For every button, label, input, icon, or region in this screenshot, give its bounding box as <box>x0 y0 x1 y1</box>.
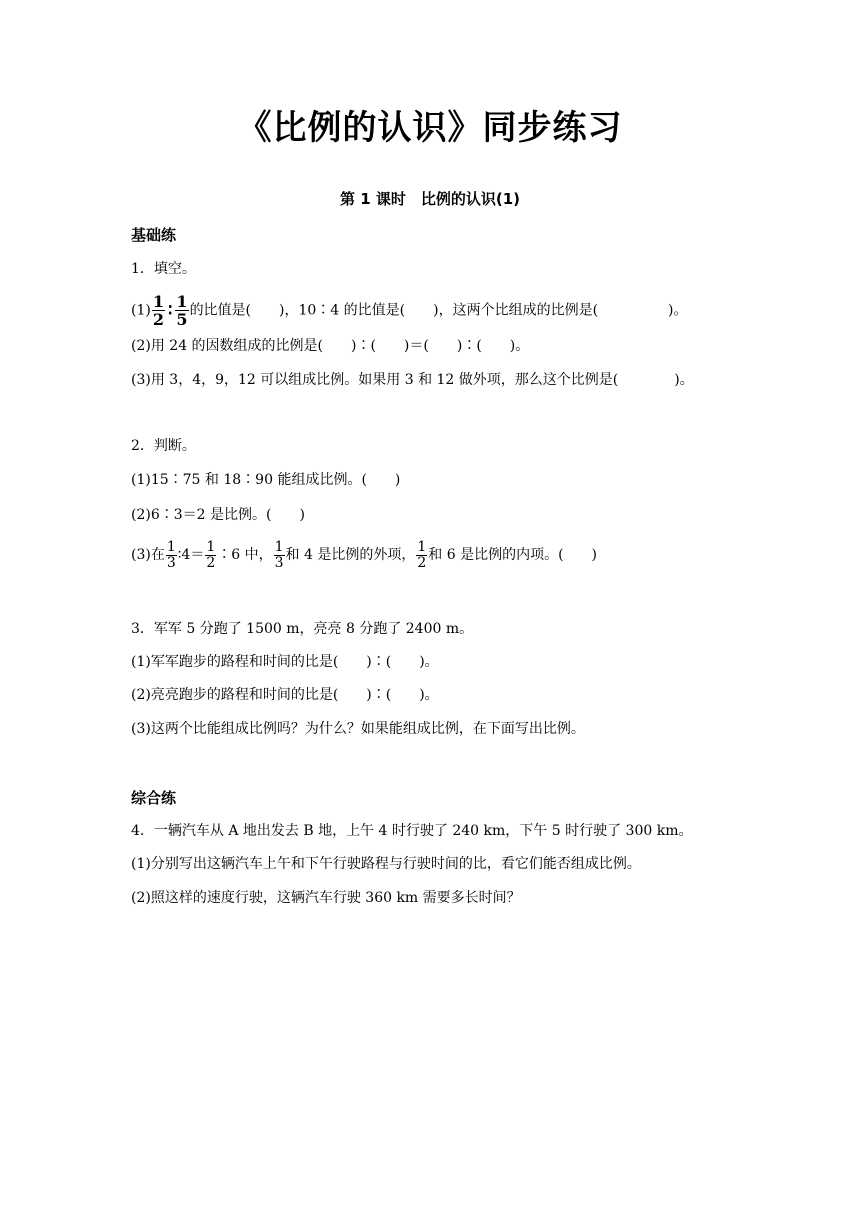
q4-item2: (2)照这样的速度行驶，这辆汽车行驶 360 km 需要多长时间？ <box>131 890 521 906</box>
q2-item3-text1: ∶4＝ <box>177 547 205 563</box>
fraction-half <box>416 540 427 571</box>
frac-den: 2 <box>417 554 427 571</box>
q1-item1-text: 的比值是( )，10∶4 的比值是( )，这两个比组成的比例是( )。 <box>189 302 688 319</box>
q2-heading: 2．判断。 <box>131 438 196 454</box>
q3-item2: (2)亮亮跑步的路程和时间的比是( )∶( )。 <box>131 687 439 703</box>
fraction-half <box>205 540 216 571</box>
q4-heading: 4．一辆汽车从 A 地出发去 B 地，上午 4 时行驶了 240 km，下午 5 时行驶了 300 km。 <box>131 823 693 839</box>
q2-item3-text4: 和 6 是比例的内项。( ) <box>428 547 597 563</box>
frac-den: 3 <box>274 554 284 571</box>
frac-num: 1 <box>206 538 216 555</box>
frac-num: 1 <box>274 538 284 555</box>
frac-den: 5 <box>176 310 188 329</box>
fraction-fifth <box>175 293 188 328</box>
page-title: 《比例的认识》同步练习 <box>237 108 623 148</box>
q2-item3-prefix: (3)在 <box>131 547 165 563</box>
q1-item2: (2)用 24 的因数组成的比例是( )∶( )＝( )∶( )。 <box>131 338 530 354</box>
q3-heading: 3．军军 5 分跑了 1500 m，亮亮 8 分跑了 2400 m。 <box>131 621 474 637</box>
q2-item1: (1)15∶75 和 18∶90 能组成比例。( ) <box>131 472 401 488</box>
fraction-third <box>166 540 177 571</box>
frac-num: 1 <box>417 538 427 555</box>
q1-item1-prefix: (1) <box>131 302 151 319</box>
q1-item3: (3)用 3，4，9，12 可以组成比例。如果用 3 和 12 做外项，那么这个比例是( )。 <box>131 372 694 388</box>
q1-item1 <box>131 293 688 328</box>
frac-den: 2 <box>152 310 164 329</box>
fraction-half <box>152 293 165 328</box>
q2-item2: (2)6∶3＝2 是比例。( ) <box>131 507 305 523</box>
frac-num: 1 <box>166 538 176 555</box>
frac-den: 3 <box>166 554 176 571</box>
frac-num: 1 <box>152 292 164 311</box>
section-comprehensive: 综合练 <box>131 789 177 807</box>
q2-item3-text2: ∶6 中， <box>217 547 273 563</box>
frac-den: 2 <box>206 554 216 571</box>
q3-item3: (3)这两个比能组成比例吗？为什么？如果能组成比例，在下面写出比例。 <box>131 721 585 737</box>
frac-num: 1 <box>176 292 188 311</box>
fraction-third <box>274 540 285 571</box>
q4-item1: (1)分别写出这辆汽车上午和下午行驶路程与行驶时间的比，看它们能否组成比例。 <box>131 856 641 872</box>
q2-item3 <box>131 538 597 572</box>
q2-item3-text3: 和 4 是比例的外项， <box>285 547 416 563</box>
section-basic: 基础练 <box>131 226 177 244</box>
q1-heading: 1．填空。 <box>131 261 196 277</box>
lesson-subtitle: 第 1 课时 比例的认识(1) <box>339 190 521 208</box>
ratio-colon: ∶ <box>167 300 173 321</box>
q3-item1: (1)军军跑步的路程和时间的比是( )∶( )。 <box>131 654 439 670</box>
